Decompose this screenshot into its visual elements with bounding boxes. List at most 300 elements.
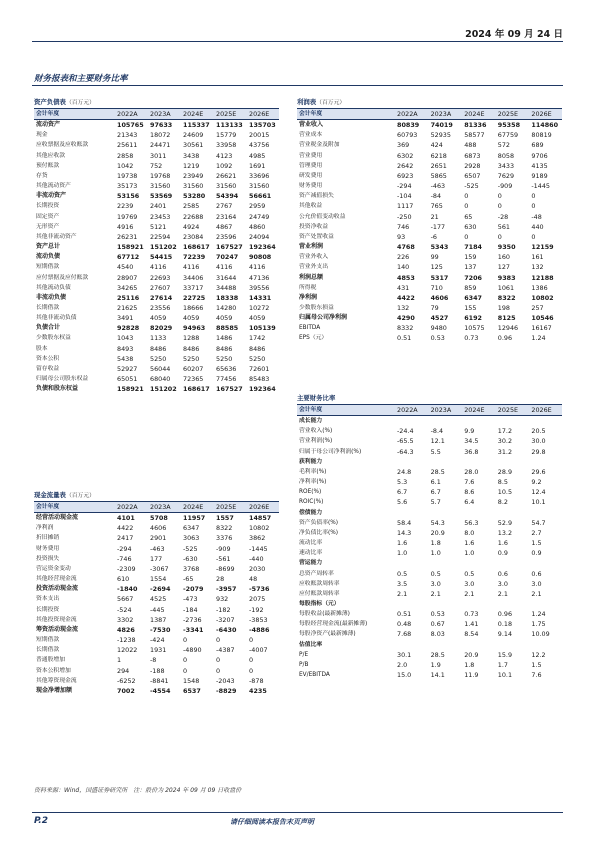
- value-cell: 140: [397, 263, 410, 272]
- value-cell: 2.1: [497, 589, 508, 598]
- row-label: 长期借款: [36, 304, 60, 311]
- value-cell: 4853: [397, 273, 415, 282]
- value-cell: [428, 416, 462, 427]
- value-cell: 610: [117, 575, 130, 584]
- balance-sheet-title-text: 资产负债表: [34, 98, 66, 106]
- value-cell: 2030: [249, 564, 266, 573]
- value-cell: -24.4: [397, 427, 414, 436]
- value-cell: 4116: [249, 263, 266, 272]
- row-label: 经营活动现金流: [36, 514, 79, 522]
- row-label: 成长能力: [299, 418, 323, 425]
- value-cell: 28: [216, 575, 225, 584]
- value-cell: 24609: [183, 131, 204, 140]
- value-cell: 0: [464, 232, 469, 241]
- table-row: [34, 151, 279, 161]
- row-label: 负债合计: [36, 324, 61, 332]
- table-row: [297, 640, 562, 650]
- table-row: [297, 416, 562, 427]
- value-cell: 9.14: [497, 630, 513, 639]
- value-cell: [394, 416, 428, 427]
- value-cell: -84: [430, 192, 442, 201]
- value-cell: 12.4: [531, 488, 546, 497]
- value-cell: 74019: [430, 121, 453, 130]
- value-cell: -6430: [216, 625, 237, 634]
- value-cell: 9189: [531, 171, 548, 180]
- value-cell: [495, 599, 529, 609]
- value-cell: 54394: [216, 192, 239, 201]
- value-cell: 28.5: [430, 650, 445, 659]
- row-label: 普通股增加: [36, 657, 65, 664]
- value-cell: 70247: [216, 253, 239, 262]
- value-cell: 125: [430, 263, 443, 272]
- value-cell: 6347: [183, 524, 200, 533]
- value-cell: 80819: [531, 131, 552, 140]
- value-cell: 15.9: [497, 650, 513, 659]
- value-cell: [394, 599, 428, 609]
- value-cell: 15779: [216, 131, 237, 140]
- value-cell: 160: [497, 253, 510, 262]
- value-cell: 22688: [183, 212, 204, 221]
- value-cell: 752: [150, 161, 163, 170]
- value-cell: 440: [531, 222, 544, 231]
- row-label: 长期投资: [36, 606, 60, 613]
- value-cell: [495, 416, 529, 427]
- value-cell: 1554: [150, 575, 167, 584]
- table-row: [297, 130, 562, 140]
- value-cell: 3.0: [464, 579, 475, 588]
- value-cell: -2694: [150, 585, 171, 594]
- value-cell: 0.51: [397, 334, 412, 343]
- value-cell: 8332: [397, 324, 414, 333]
- value-cell: 630: [464, 222, 477, 231]
- value-cell: 0: [249, 666, 254, 675]
- value-cell: 24.8: [397, 467, 412, 476]
- row-label: 现金: [36, 132, 48, 139]
- value-cell: 23084: [183, 232, 204, 241]
- table-row: [34, 533, 279, 543]
- row-label: 其他投资现金流: [36, 616, 77, 623]
- row-label: 偿债能力: [299, 509, 323, 516]
- value-cell: 1.0: [397, 549, 408, 558]
- value-cell: 1.5: [531, 660, 542, 669]
- value-cell: 30.0: [531, 437, 546, 446]
- value-cell: -2736: [183, 615, 202, 624]
- row-label: 应付票据及应付账款: [36, 274, 89, 281]
- value-cell: 561: [497, 222, 510, 231]
- value-cell: -4387: [216, 646, 235, 655]
- value-cell: 1.41: [464, 620, 479, 629]
- table-row: [34, 130, 279, 140]
- table-row: [34, 222, 279, 232]
- footer-disclaimer: 请仔细阅读本报告末页声明: [230, 818, 314, 826]
- value-cell: 3438: [183, 151, 200, 160]
- value-cell: 14.1: [430, 671, 445, 680]
- header-year-cell: 2022A: [394, 405, 428, 416]
- header-year-cell: 2024E: [180, 502, 213, 513]
- value-cell: 80839: [397, 121, 420, 130]
- value-cell: 1.7: [497, 660, 508, 669]
- table-row: [34, 574, 279, 584]
- value-cell: 0.5: [464, 569, 475, 578]
- value-cell: 26231: [117, 232, 138, 241]
- table-row: [297, 548, 562, 558]
- row-label: 其他收益: [299, 203, 323, 210]
- row-label: 其他应收款: [36, 152, 65, 159]
- header-year-cell: 2024E: [461, 405, 495, 416]
- value-cell: 19769: [117, 212, 138, 221]
- value-cell: 488: [464, 141, 477, 150]
- value-cell: 257: [531, 303, 544, 312]
- table-row: [297, 528, 562, 538]
- value-cell: 4235: [249, 686, 267, 695]
- value-cell: 21625: [117, 303, 138, 312]
- value-cell: 68040: [150, 375, 171, 384]
- value-cell: 99: [430, 253, 439, 262]
- value-cell: 4116: [150, 263, 167, 272]
- value-cell: [528, 599, 562, 609]
- value-cell: 94963: [183, 324, 206, 333]
- value-cell: 2928: [464, 161, 481, 170]
- report-date: 2024 年 09 月 24 日: [465, 29, 563, 40]
- table-row: [34, 252, 279, 262]
- value-cell: 58577: [464, 131, 485, 140]
- value-cell: 11957: [183, 514, 206, 523]
- value-cell: 5.6: [397, 498, 408, 507]
- value-cell: 5708: [150, 514, 168, 523]
- value-cell: 10.09: [531, 630, 550, 639]
- value-cell: 34406: [183, 273, 204, 282]
- value-cell: -463: [430, 182, 446, 191]
- table-row: [34, 283, 279, 293]
- footer-divider: [32, 812, 563, 813]
- value-cell: 0: [531, 202, 536, 211]
- value-cell: 23596: [216, 232, 237, 241]
- table-row: [34, 344, 279, 354]
- value-cell: 5250: [216, 354, 233, 363]
- value-cell: 12159: [531, 243, 554, 252]
- row-label: 流动资产: [36, 121, 61, 129]
- row-label: ROE(%): [299, 489, 322, 496]
- row-label: 净利润: [36, 525, 54, 532]
- row-label: 营业外支出: [299, 264, 328, 271]
- value-cell: 710: [430, 283, 443, 292]
- value-cell: 33717: [183, 283, 204, 292]
- table-row: [297, 283, 562, 293]
- table-row: [34, 313, 279, 323]
- row-label: 应收账款周转率: [299, 580, 340, 587]
- value-cell: 1548: [183, 676, 200, 685]
- value-cell: 151202: [150, 243, 177, 252]
- row-label: 归属母公司净利润: [299, 314, 348, 322]
- table-row: [34, 293, 279, 303]
- value-cell: 4924: [183, 222, 200, 231]
- value-cell: -525: [183, 544, 198, 553]
- table-row: [34, 666, 279, 676]
- row-label: 营业外收入: [299, 254, 328, 261]
- value-cell: 3.0: [531, 579, 542, 588]
- value-cell: 25611: [117, 141, 138, 150]
- value-cell: [428, 508, 462, 518]
- value-cell: 43756: [249, 141, 270, 150]
- row-label: 其他筹资现金流: [36, 677, 77, 684]
- source-note: 资料来源：Wind，国盛证券研究所 注：股价为 2024 年 09 月 09 日收盘价: [34, 787, 242, 794]
- value-cell: 2.0: [397, 660, 408, 669]
- value-cell: -3341: [183, 625, 204, 634]
- value-cell: 21343: [117, 131, 138, 140]
- value-cell: -746: [117, 554, 132, 563]
- value-cell: 31560: [216, 182, 237, 191]
- value-cell: -8699: [216, 564, 235, 573]
- row-label: 非流动资产: [36, 192, 67, 200]
- value-cell: 5.5: [430, 447, 441, 456]
- value-cell: 65051: [117, 375, 138, 384]
- value-cell: 22693: [150, 273, 171, 282]
- table-row: [297, 447, 562, 457]
- value-cell: 3862: [249, 534, 266, 543]
- value-cell: 132: [397, 303, 410, 312]
- value-cell: 105139: [249, 324, 276, 333]
- value-cell: 12.2: [531, 650, 546, 659]
- value-cell: 10.1: [497, 671, 513, 680]
- value-cell: 12188: [531, 273, 554, 282]
- table-row: [34, 181, 279, 191]
- value-cell: 31560: [249, 182, 270, 191]
- value-cell: 14331: [249, 293, 272, 302]
- table-header-row: [34, 109, 279, 120]
- row-label: ROIC(%): [299, 499, 324, 506]
- value-cell: -3957: [216, 585, 237, 594]
- value-cell: 0: [497, 232, 502, 241]
- row-label: EPS（元）: [299, 335, 328, 342]
- value-cell: 27607: [150, 283, 171, 292]
- value-cell: 23164: [216, 212, 237, 221]
- ratios-title: [297, 393, 335, 402]
- table-row: [297, 242, 562, 252]
- value-cell: 0: [497, 192, 502, 201]
- value-cell: 0: [216, 636, 221, 645]
- value-cell: 31.2: [497, 447, 513, 456]
- value-cell: 572: [497, 141, 510, 150]
- value-cell: [394, 457, 428, 467]
- value-cell: 168617: [183, 385, 210, 394]
- row-label: 营业收入(%): [299, 428, 333, 435]
- value-cell: 18338: [216, 293, 239, 302]
- value-cell: 72601: [249, 364, 270, 373]
- row-label: 归属母公司股东权益: [36, 376, 89, 383]
- row-label: 应付账款周转率: [299, 590, 340, 597]
- table-row: [34, 584, 279, 594]
- value-cell: 0.73: [464, 610, 479, 619]
- value-cell: 28907: [117, 273, 138, 282]
- value-cell: -1445: [531, 182, 550, 191]
- value-cell: 24471: [150, 141, 171, 150]
- value-cell: 88585: [216, 324, 239, 333]
- value-cell: 20015: [249, 131, 270, 140]
- value-cell: [461, 599, 495, 609]
- value-cell: 53156: [117, 192, 140, 201]
- table-row: [34, 625, 279, 635]
- value-cell: 20.9: [464, 650, 479, 659]
- value-cell: 192364: [249, 243, 276, 252]
- row-label: 投资活动现金流: [36, 585, 79, 593]
- value-cell: 2.1: [430, 589, 441, 598]
- header-year-cell: 2026E: [528, 109, 562, 120]
- value-cell: 2239: [117, 202, 134, 211]
- value-cell: 12022: [117, 646, 138, 655]
- value-cell: [461, 457, 495, 467]
- row-label: 非流动负债: [36, 293, 67, 301]
- value-cell: 28.0: [464, 467, 479, 476]
- row-label: 公允价值变动收益: [299, 213, 346, 220]
- income-statement-title-text: 利润表: [297, 98, 317, 106]
- value-cell: 10802: [531, 293, 554, 302]
- value-cell: 52927: [117, 364, 138, 373]
- row-label: 资产总计: [36, 243, 61, 251]
- table-row: [34, 645, 279, 655]
- value-cell: 4540: [117, 263, 134, 272]
- ratios-table: [297, 404, 562, 680]
- row-label: 营业利润(%): [299, 438, 333, 445]
- value-cell: 4059: [249, 314, 266, 323]
- value-cell: -8.4: [430, 427, 444, 436]
- row-label: 速动比率: [299, 550, 323, 557]
- value-cell: 0.5: [397, 569, 408, 578]
- value-cell: 158921: [117, 385, 144, 394]
- table-row: [297, 670, 562, 680]
- cash-flow-table: [34, 501, 279, 696]
- value-cell: 0: [249, 636, 254, 645]
- table-row: [297, 273, 562, 283]
- value-cell: 0.96: [497, 334, 513, 343]
- value-cell: 0.96: [497, 610, 513, 619]
- value-cell: 10272: [249, 303, 270, 312]
- row-label: 投资损失: [36, 555, 60, 562]
- header-label-cell: 会计年度: [34, 109, 114, 120]
- table-row: [297, 467, 562, 477]
- value-cell: 18072: [150, 131, 171, 140]
- value-cell: 0: [216, 656, 221, 665]
- value-cell: 5121: [150, 222, 167, 231]
- value-cell: 6923: [397, 171, 414, 180]
- table-row: [297, 171, 562, 181]
- value-cell: -192: [249, 605, 264, 614]
- value-cell: 3491: [117, 314, 134, 323]
- value-cell: 0.6: [497, 569, 508, 578]
- value-cell: 6.1: [430, 478, 441, 487]
- value-cell: 28.9: [497, 467, 513, 476]
- row-label: 净利润: [299, 293, 318, 301]
- value-cell: 23556: [150, 303, 171, 312]
- table-row: [297, 518, 562, 528]
- value-cell: 2642: [397, 161, 414, 170]
- value-cell: -188: [150, 666, 165, 675]
- value-cell: 0.6: [531, 569, 542, 578]
- table-row: [297, 650, 562, 660]
- value-cell: 4826: [117, 625, 135, 634]
- value-cell: 9.2: [531, 478, 542, 487]
- value-cell: [394, 508, 428, 518]
- value-cell: 20.9: [430, 528, 445, 537]
- value-cell: 22725: [183, 293, 206, 302]
- value-cell: 23453: [150, 212, 171, 221]
- row-label: 财务费用: [36, 545, 60, 552]
- row-label: 其他非流动资产: [36, 233, 77, 240]
- value-cell: 2959: [249, 202, 266, 211]
- value-cell: 5250: [249, 354, 266, 363]
- table-row: [297, 293, 562, 303]
- table-row: [34, 171, 279, 181]
- row-label: P/B: [299, 661, 309, 668]
- row-label: EBITDA: [299, 325, 321, 332]
- value-cell: 67759: [497, 131, 519, 140]
- value-cell: 4290: [397, 314, 415, 323]
- value-cell: -5736: [249, 585, 270, 594]
- value-cell: 0: [183, 666, 188, 675]
- table-row: [297, 262, 562, 272]
- value-cell: [428, 457, 462, 467]
- value-cell: 1.0: [430, 549, 441, 558]
- table-row: [297, 161, 562, 171]
- value-cell: 8486: [150, 344, 167, 353]
- header-year-cell: 2022A: [394, 109, 428, 120]
- header-year-cell: 2022A: [114, 502, 147, 513]
- row-label: 管理费用: [299, 162, 323, 169]
- table-row: [34, 262, 279, 272]
- value-cell: 3063: [183, 534, 200, 543]
- value-cell: 33696: [249, 171, 270, 180]
- value-cell: 2767: [216, 202, 233, 211]
- value-cell: 5667: [117, 595, 134, 604]
- value-cell: -445: [150, 605, 165, 614]
- value-cell: -463: [150, 544, 165, 553]
- value-cell: 6192: [464, 314, 482, 323]
- value-cell: 56.3: [464, 518, 479, 527]
- value-cell: 226: [397, 253, 410, 262]
- value-cell: 1386: [531, 283, 548, 292]
- value-cell: [461, 508, 495, 518]
- value-cell: 932: [216, 595, 229, 604]
- value-cell: 137: [464, 263, 477, 272]
- row-label: 无形资产: [36, 223, 60, 230]
- value-cell: 72239: [183, 253, 206, 262]
- value-cell: -4554: [150, 686, 171, 695]
- value-cell: -909: [216, 544, 231, 553]
- row-label: 固定资产: [36, 213, 60, 220]
- header-year-cell: 2022A: [114, 109, 147, 120]
- value-cell: 24749: [249, 212, 270, 221]
- value-cell: -8829: [216, 686, 237, 695]
- value-cell: [428, 558, 462, 568]
- value-cell: 151202: [150, 385, 177, 394]
- value-cell: 3433: [497, 161, 515, 170]
- table-row: [297, 508, 562, 518]
- value-cell: -104: [397, 192, 412, 201]
- row-label: 流动负债: [36, 253, 61, 261]
- value-cell: -473: [183, 595, 198, 604]
- value-cell: -4007: [249, 646, 268, 655]
- value-cell: -2309: [117, 564, 136, 573]
- value-cell: 23949: [183, 171, 204, 180]
- value-cell: 2585: [183, 202, 200, 211]
- value-cell: 424: [430, 141, 443, 150]
- value-cell: 16167: [531, 324, 552, 333]
- value-cell: [528, 416, 562, 427]
- table-row: [34, 564, 279, 574]
- value-cell: 4101: [117, 514, 135, 523]
- value-cell: 0.53: [430, 334, 445, 343]
- value-cell: 1742: [249, 334, 266, 343]
- value-cell: 7.6: [531, 671, 542, 680]
